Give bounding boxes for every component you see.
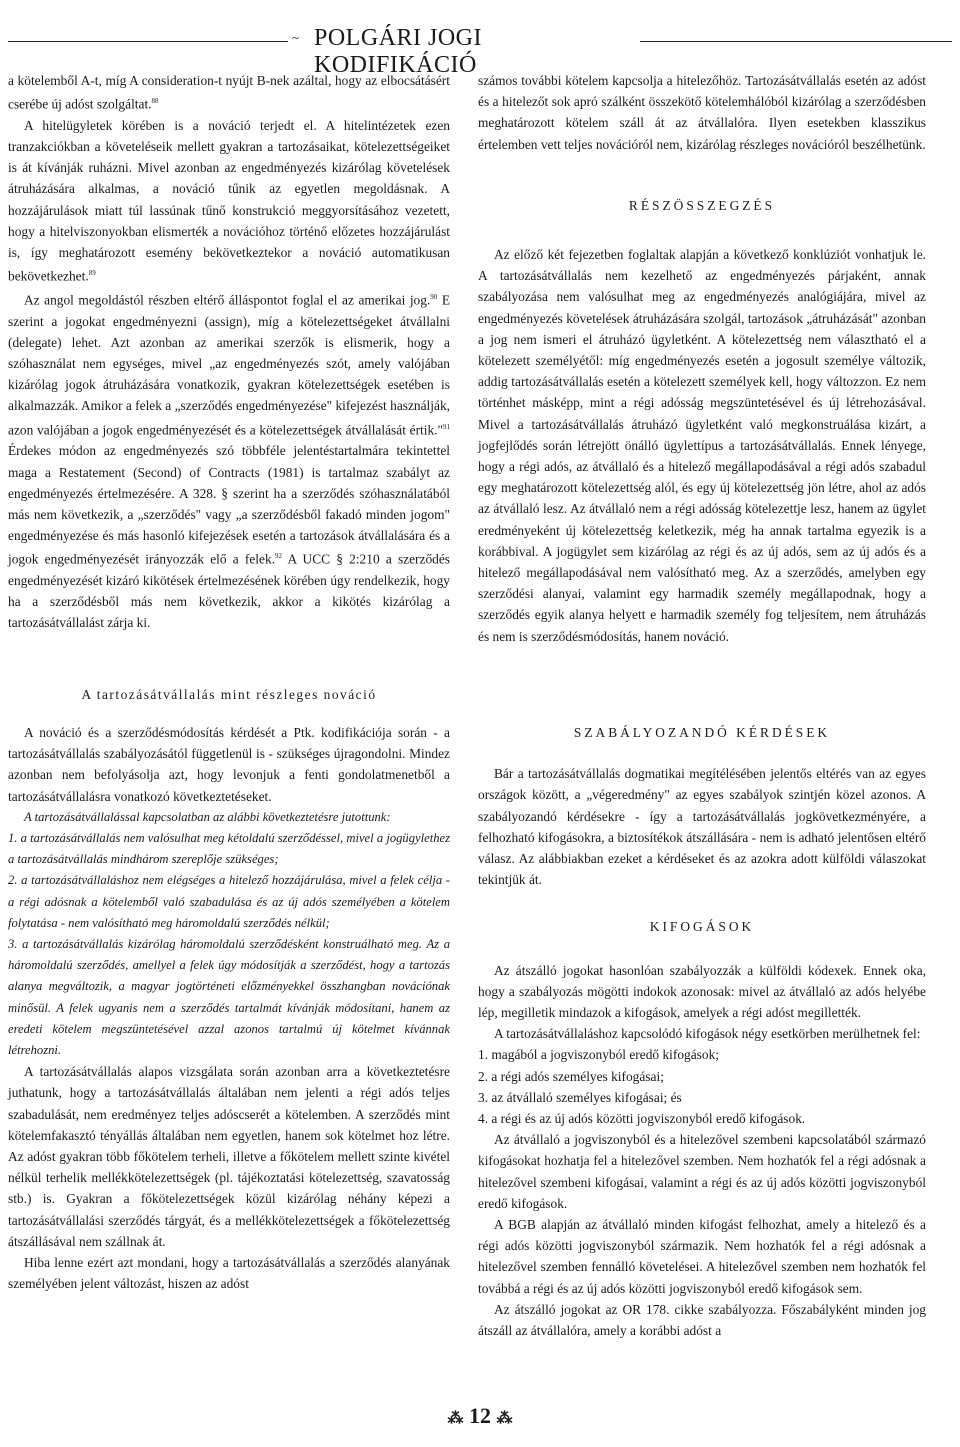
page-number-block [0, 1403, 960, 1429]
header-rule-left [8, 41, 288, 42]
paragraph: A hitelügyletek körében is a nováció terjedt el. A hitelintézetek ezen tranzakciókban a követeléseik mellett gyakran a tartozásaikat, kötelezettségeiket is át kívánják ruházni. Mivel azonban az engedményezés kizárólag követelések átruházására alkalmas, a nováció tűnik az egyetlen megoldásnak. A hozzájárulások miatt túl lassúnak tűnő konstrukció meggyorsításához vezetett, hogy a hitelviszonyokban elismerték a novációhoz történő előzetes hozzájárulást is, így meghatározott esemény bekövetkeztekor a nováció automatikusan bekövetkezhet.$^{89}$ [8, 117, 450, 284]
list-intro: A tartozásátvállalással kapcsolatban az alábbi következtetésre jutottunk: [24, 809, 391, 824]
paragraph: számos további kötelem kapcsolja a hitelezőhöz. Tartozásátvállalás esetén az adóst és a hitelezőt sok apró szálként összekötő kötelemhálóból kizárólag a szerződésben meghatározott kötelem száll át az átvállalóra. Ilyen esetekben klasszikus értelemben vett teljes novációról nem, kizárólag részleges novációról beszélhetünk. [478, 73, 926, 152]
section-heading: KIFOGÁSOK [649, 919, 755, 935]
list-item: 2. a tartozásátvállaláshoz nem elégséges a hitelező hozzájárulása, mivel a felek célja - a régi adósnak a kötelemből való szabadulása és az új adós személyében a kötelem folytatása - nem valósítható meg háromoldalú szerződés nélkül; [8, 873, 450, 930]
footnote-ref: 92 [274, 552, 282, 561]
paragraph: Az átvállaló a jogviszonyból és a hitelezővel szembeni kapcsolatából származó kifogásokat hozhatja fel a hitelezővel szemben. Nem hozhatók fel a régi adósnak a hitelezővel szembeni kifogásai, valamint a régi és az új adós közötti jogviszonyból eredő kifogások. [478, 1132, 926, 1211]
journal-title: POLGÁRI JOGI KODIFIKÁCIÓ [314, 25, 482, 78]
ornament-left-icon: ⁂ [447, 1410, 464, 1427]
header-ornament: ~ [292, 30, 301, 45]
paragraph: A BGB alapján az átvállaló minden kifogást felhozhat, amely a hitelező és a régi adós közötti jogviszonyból származik. Nem hozhatók fel a régi adósnak a hitelezővel szemben fennálló követelései. A hitelezővel szemben nem hozhatók fel továbbá a régi és az új adós közötti jogviszonyból eredő kifogások sem. [478, 1217, 926, 1296]
paragraph: Az átszálló jogokat hasonlóan szabályozzák a külföldi kódexek. Ennek oka, hogy a szabályozás mögötti indokok azonosak: mivel az átvállaló az adós helyébe lép, megilletik mindazok a kifogások, amelyek a régi adóst megillették. [478, 962, 926, 1021]
section-heading-block [8, 684, 450, 705]
section-heading: A tartozásátvállalás mint részleges nováció [81, 687, 377, 702]
section-heading: SZABÁLYOZANDÓ KÉRDÉSEK [573, 725, 831, 740]
list-item: 3. a tartozásátvállalás kizárólag háromoldalú szerződésként konstruálható meg. Az a háromoldalú szerződés, amellyel a felek úgy módosítják a szerződést, hogy a tartozás alanya megváltozik, a magyar jogtörténeti előzményekkel összhangban novációnak minősül. A felek ugyanis nem a szerződés tartalmát kívánják módosítani, hanem az eredeti kötelem megszüntetésével azzal azonos tartalmú új kötelmet kívánnak létrehozni. [8, 937, 450, 1058]
right-column-bottom [478, 722, 926, 1341]
left-column-bottom [8, 722, 450, 1294]
running-header [0, 8, 960, 78]
paragraph: Bár a tartozásátvállalás dogmatikai megítélésében jelentős eltérés van az egyes országok között, a „végeredmény" az egyes szabályok szintjén közel azonos. A szabályozandó kérdésekre - így a tartozásátvállalás jogkövetkezményére, a felhozható kifogásokra, a biztosítékok átszállására - nem is adható jelentősen eltérő válasz. Az alábbiakban ezeket a kérdéseket és az azokra adott külföldi válaszokat tekintjük át. [478, 766, 926, 888]
paragraph: A tartozásátvállalás alapos vizsgálata során azonban arra a következtetésre juthatunk, hogy a tartozásátvállalás általában nem jelenti a régi adós teljes szabadulását, nem eredményez teljes adóscserét a kötelemben. A szerződés mint kötelemfakasztó tényállás általában nem egyetlen, hanem sok kötelmet hoz létre. Az adóst gyakran több főkötelem terheli, illetve a főkötelem mellett szinte kivétel nélkül terhelik mellékkötelezettségek (pl. tájékoztatási kötelezettség, szavatosság stb.) is. Gyakran a főkötelezettségek közül kizárólag néhány képezi a tartozásátvállalási szerződés tárgyát, és a mellékkötelezettségek a főkötelezettség átszállásával nem szállnak át. [8, 1064, 450, 1249]
list-item: 1. magából a jogviszonyból eredő kifogások; [478, 1047, 719, 1063]
section-heading: RÉSZÖSSZEGZÉS [628, 197, 776, 213]
list-item: 3. az átvállaló személyes kifogásai; és [478, 1089, 682, 1105]
header-rule-right [640, 41, 952, 42]
paragraph: a kötelemből A-t, míg A consideration-t nyújt B-nek azáltal, hogy az elbocsátásért cserébe új adóst szolgáltat.$^{88}$ [8, 73, 450, 112]
paragraph: A tartozásátvállaláshoz kapcsolódó kifogások négy esetkörben merülhetnek fel: [494, 1026, 921, 1042]
list-item: 4. a régi és az új adós közötti jogviszonyból eredő kifogások. [478, 1111, 806, 1127]
left-column-top [8, 70, 450, 634]
list-item: 2. a régi adós személyes kifogásai; [478, 1068, 664, 1084]
paragraph: Az angol megoldástól részben eltérő álláspontot foglal el az amerikai jog.$^{90}$ E szerint a jogokat engedményezni (assign), míg a kötelezettségeket átvállalni (delegate) lehet. Azt azonban az amerikai szerzők is elismerik, hogy a szóhasználat nem egységes, mivel „az engedményezés szót, amely valójában kizárólag jogok átruházására vonatkozik, gyakran kötelezettségek esetében is alkalmazzák. Amikor a felek a „szerződés engedményezése" kifejezést használják, azon valójában a jogok engedményezését és a kötelezettségek átvállalását értik."$^{91}$ Érdekes módon az engedményezés szó többféle jelentéstartalmára tekintettel maga a Restatement (Second) of Contracts (1981) is tartalmaz szabályt az engedményezés értelmezésére. A 328. § szerint ha a szerződés szóhasználatából más nem következik, a „szerződés" vagy „a szerződésből fakadó minden jogom" engedményezése és más hasonló kifejezések esetén a tartozások átvállalására és a jogok engedményezését irányozzák elő a felek.$^{92}$ A UCC § 2:210 a szerződés engedményezését kizáró kikötések értelmezésének körében úgy rendelkezik, hogy ha a szerződésből más nem következik, akkor a kikötés kizárólag a tartozásátvállalást zárja ki. [8, 292, 450, 631]
paragraph: A nováció és a szerződésmódosítás kérdését a Ptk. kodifikációja során - a tartozásátvállalás szabályozásától függetlenül is - szükséges újragondolni. Mindez azonban nem befolyásolja azt, hogy levonjuk a fenti gondolatmenetből a tartozásátvállalásra vonatkozó következtetéseket. [8, 725, 450, 804]
paragraph: Az átszálló jogokat az OR 178. cikke szabályozza. Főszabályként minden jog átszáll az átvállalóra, amely a korábbi adóst a [478, 1301, 926, 1339]
footnote-ref: 88 [151, 97, 159, 106]
list-item: 1. a tartozásátvállalás nem valósulhat meg kétoldalú szerződéssel, mivel a jogügylethez a tartozásátvállalás mindhárom szereplője szükséges; [8, 831, 450, 867]
footnote-ref: 90 [430, 292, 438, 301]
paragraph: Hiba lenne ezért azt mondani, hogy a tartozásátvállalás a szerződés alanyának személyében jelent változást, hiszen az adóst [8, 1255, 450, 1292]
right-column-top [478, 70, 926, 647]
footnote-ref: 91 [443, 422, 450, 431]
page-number: 12 [469, 1403, 491, 1428]
footnote-ref: 89 [88, 269, 96, 278]
paragraph: Az előző két fejezetben foglaltak alapján a következő konklúziót vonhatjuk le. A tartozásátvállalás nem kezelhető az engedményezés párjaként, annak szabályozása nem valósulhat meg az engedményezés analógiájára, mivel az engedményezés követelések átruházására szolgál, tartozások „átruházását" azonban a jog nem ismeri el átruházó ügyletként. A kötelezettség nem választható el a kötelezett személyétől: míg engedményezés esetén a jogosult személye változik, addig tartozásátvállalás esetén a kötelezett személyek kell, hogy változzon. Ez nem történhet másképp, mint a régi adósság megszüntetésével és új létrehozásával. Mivel a tartozásátvállalás átruházó ügyletként való megkonstruálása kizárt, a jogfejlődés során létrejött önálló ügylettípus a tartozásátvállalás. Ennek lényege, hogy a régi adós, az átvállaló és a hitelező megállapodásával a régi adós szabadul egy meghatározott kötelezettség alól, és egy új kötelezettség jön létre, ahol az adós az átvállaló lesz. Az átvállaló nem a régi adósság kötelezettje lesz, hanem az ügylet eredményeként új kötelezettség keletkezik, még ha annak tartalma egyezik is a korábbival. A jogügylet sem kizárólag az régi és az új adós, sem az új adós és a hitelező megállapodásával nem valósítható meg. Az a szerződés, amelyben egy szerződési alanyai, valamint egy harmadik személy megállapodnak, hogy a szerződés egyik alanya helyett e harmadik személy fog teljesítem, nem átruházás és nem is szerződésmódosítás, hanem nováció. [478, 247, 926, 644]
ornament-right-icon: ⁂ [496, 1410, 513, 1427]
